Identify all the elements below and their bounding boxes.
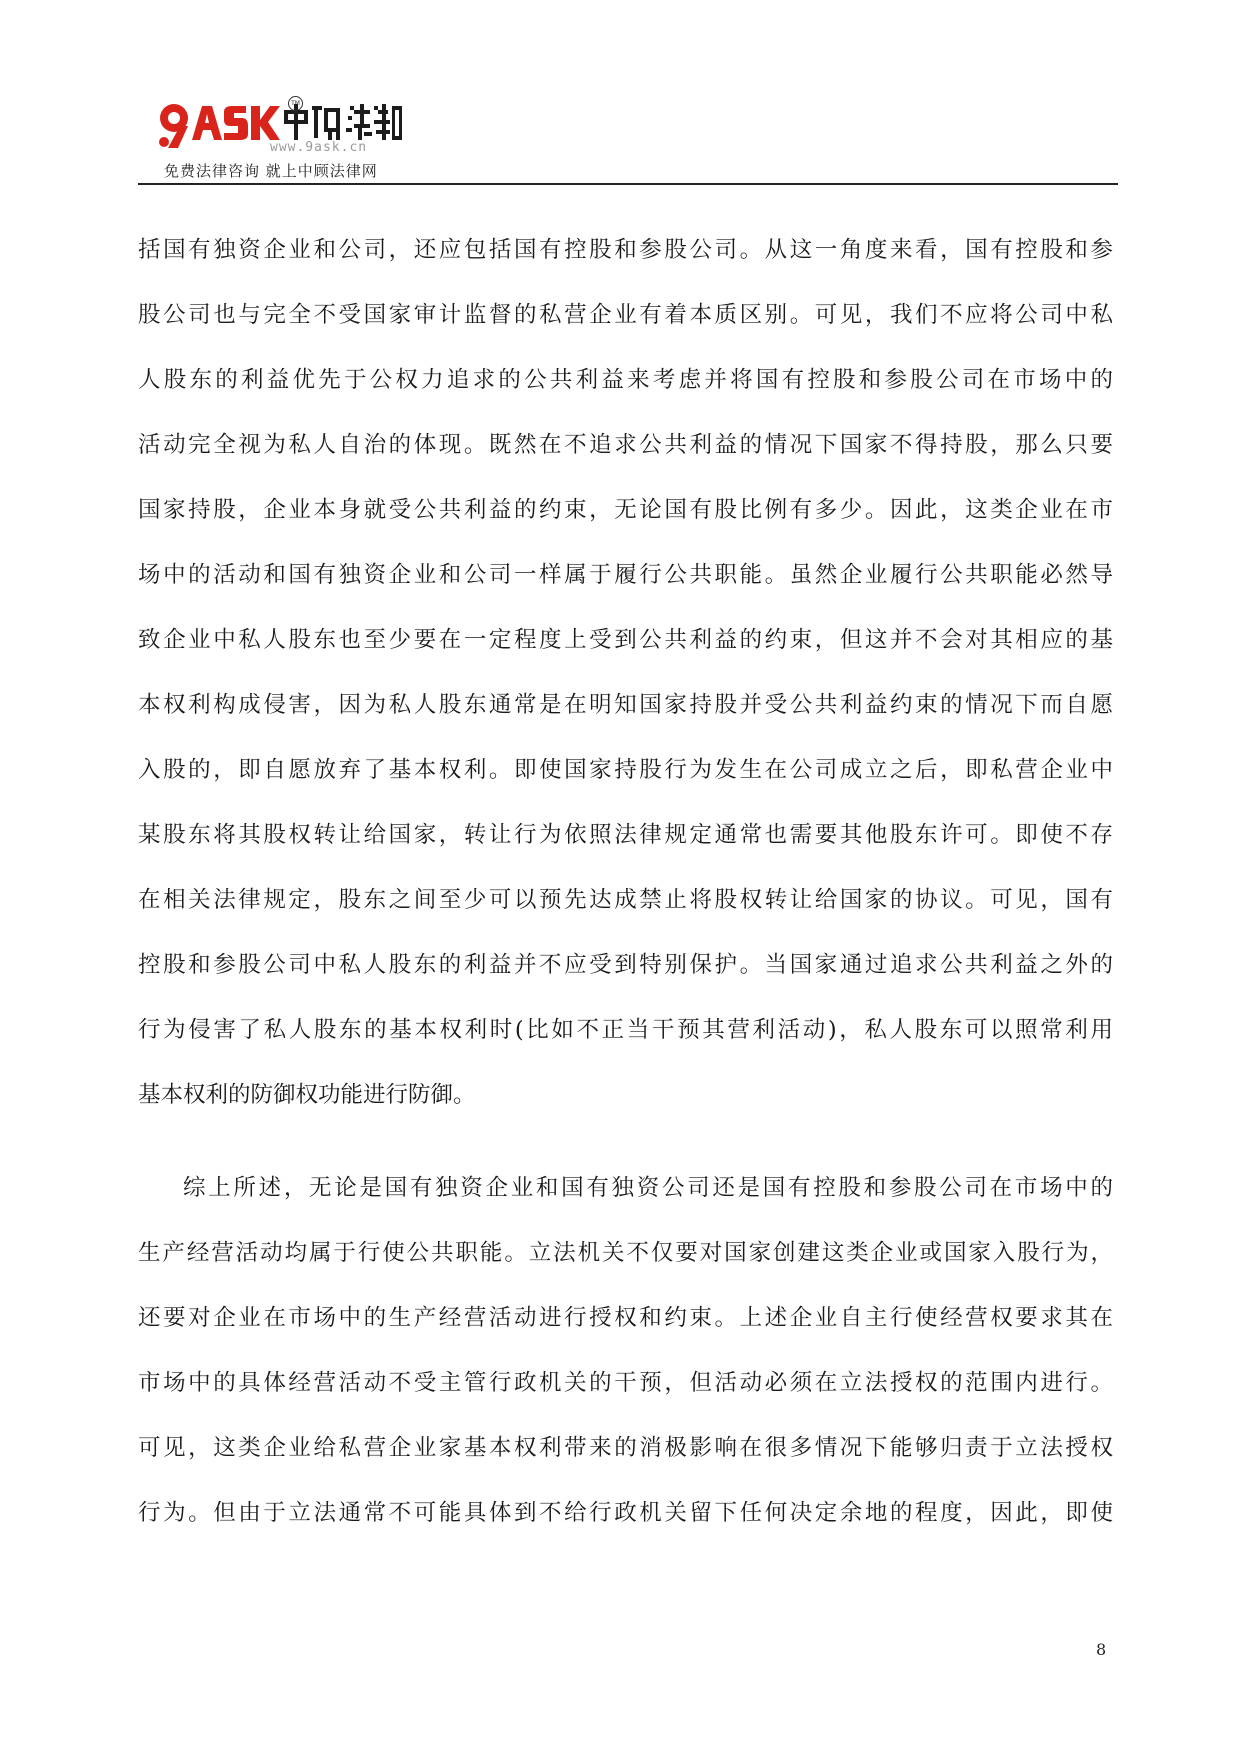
text-line: 行为。但由于立法通常不可能具体到不给行政机关留下任何决定余地的程度，因此，即使 xyxy=(138,1500,1113,1526)
text-line: 活动完全视为私人自治的体现。既然在不追求公共利益的情况下国家不得持股，那么只要 xyxy=(138,432,1113,458)
paragraph xyxy=(138,218,1113,1128)
text-line: 基本权利的防御权功能进行防御。 xyxy=(138,1082,476,1108)
text-line: 某股东将其股权转让给国家，转让行为依照法律规定通常也需要其他股东许可。即使不存 xyxy=(138,822,1113,848)
text-line: 市场中的具体经营活动不受主管行政机关的干预，但活动必须在立法授权的范围内进行。 xyxy=(138,1370,1113,1396)
site-logo[interactable] xyxy=(152,96,402,180)
logo-slogan: 免费法律咨询 就上中顾法律网 xyxy=(164,162,378,180)
text-line: 还要对企业在市场中的生产经营活动进行授权和约束。上述企业自主行使经营权要求其在 xyxy=(138,1305,1113,1331)
text-line: 股公司也与完全不受国家审计监督的私营企业有着本质区别。可见，我们不应将公司中私 xyxy=(138,302,1113,328)
text-line: 综上所述，无论是国有独资企业和国有独资公司还是国有控股和参股公司在市场中的 xyxy=(183,1175,1113,1201)
text-line: 国家持股，企业本身就受公共利益的约束，无论国有股比例有多少。因此，这类企业在市 xyxy=(138,497,1113,523)
page-header xyxy=(138,92,1118,184)
trademark-badge: TM xyxy=(288,96,303,111)
text-line: 控股和参股公司中私人股东的利益并不应受到特别保护。当国家通过追求公共利益之外的 xyxy=(138,952,1113,978)
text-line: 括国有独资企业和公司，还应包括国有控股和参股公司。从这一角度来看，国有控股和参 xyxy=(138,237,1113,263)
paragraph-spacer xyxy=(138,1128,1113,1156)
text-line: 行为侵害了私人股东的基本权利时(比如不正当干预其营利活动)，私人股东可以照常利用 xyxy=(138,1017,1113,1043)
document-body xyxy=(138,218,1113,1546)
text-line: 人股东的利益优先于公权力追求的公共利益来考虑并将国有控股和参股公司在市场中的 xyxy=(138,367,1113,393)
header-divider xyxy=(138,183,1118,185)
text-line: 场中的活动和国有独资企业和公司一样属于履行公共职能。虽然企业履行公共职能必然导 xyxy=(138,562,1113,588)
text-line: 本权利构成侵害，因为私人股东通常是在明知国家持股并受公共利益约束的情况下而自愿 xyxy=(138,692,1113,718)
paragraph xyxy=(138,1156,1113,1546)
text-line: 入股的，即自愿放弃了基本权利。即使国家持股行为发生在公司成立之后，即私营企业中 xyxy=(138,757,1113,783)
text-line: 在相关法律规定，股东之间至少可以预先达成禁止将股权转让给国家的协议。可见，国有 xyxy=(138,887,1113,913)
text-line: 致企业中私人股东也至少要在一定程度上受到公共利益的约束，但这并不会对其相应的基 xyxy=(138,627,1113,653)
page-number: 8 xyxy=(1096,1640,1107,1659)
text-line: 可见，这类企业给私营企业家基本权利带来的消极影响在很多情况下能够归责于立法授权 xyxy=(138,1435,1113,1461)
text-line: 生产经营活动均属于行使公共职能。立法机关不仅要对国家创建这类企业或国家入股行为， xyxy=(138,1240,1113,1266)
logo-url: www.9ask.cn xyxy=(270,140,368,155)
